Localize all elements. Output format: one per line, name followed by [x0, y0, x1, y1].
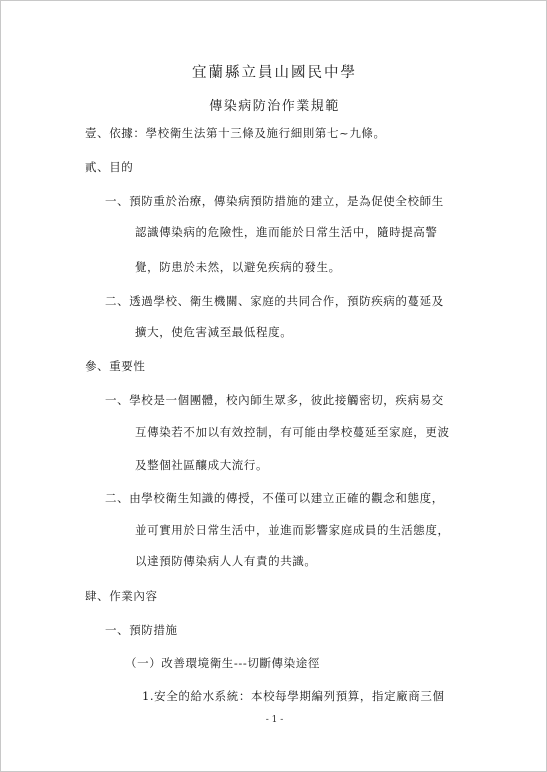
- purpose-item-2-line-2: 擴大，使危害減至最低程度。: [135, 325, 293, 339]
- importance-item-2-line-3: 以達預防傳染病人人有責的共識。: [135, 554, 317, 568]
- importance-item-2-line-1: 二、由學校衛生知識的傳授，不僅可以建立正確的觀念和態度，: [105, 491, 444, 505]
- purpose-item-1-line-3: 覺，防患於未然，以避免疾病的發生。: [135, 260, 341, 274]
- page-number: - 1 -: [265, 715, 284, 725]
- purpose-item-2-line-1: 二、透過學校、衛生機關、家庭的共同合作，預防疾病的蔓延及: [105, 294, 444, 308]
- section-heading-operations: 肆、作業內容: [85, 589, 158, 603]
- importance-item-1-line-3: 及整個社區釀成大流行。: [135, 458, 269, 472]
- document-title: 宜蘭縣立員山國民中學: [192, 65, 357, 81]
- purpose-item-1-line-1: 一、預防重於治療，傳染病預防措施的建立，是為促使全校師生: [105, 194, 444, 208]
- section-heading-purpose: 貳、目的: [85, 160, 134, 174]
- document-subtitle: 傳染病防治作業規範: [209, 99, 340, 114]
- purpose-item-1-line-2: 認識傳染病的危險性，進而能於日常生活中，隨時提高警: [135, 225, 438, 239]
- operations-item-1-heading: 一、預防措施: [105, 623, 178, 637]
- importance-item-2-line-2: 並可實用於日常生活中，並進而影響家庭成員的生活態度，: [135, 523, 450, 537]
- importance-item-1-line-1: 一、學校是一個團體，校內師生眾多，彼此接觸密切，疾病易交: [105, 393, 444, 407]
- section-basis: 壹、依據：學校衛生法第十三條及施行細則第七~九條。: [85, 126, 386, 140]
- section-heading-importance: 參、重要性: [85, 359, 146, 373]
- operations-subitem-1-point-1: 1.安全的給水系統：本校每學期編列預算，指定廠商三個: [142, 689, 445, 703]
- operations-subitem-1-heading: （一）改善環境衛生---切斷傳染途徑: [125, 656, 320, 670]
- importance-item-1-line-2: 互傳染若不加以有效控制，有可能由學校蔓延至家庭，更波: [135, 425, 450, 439]
